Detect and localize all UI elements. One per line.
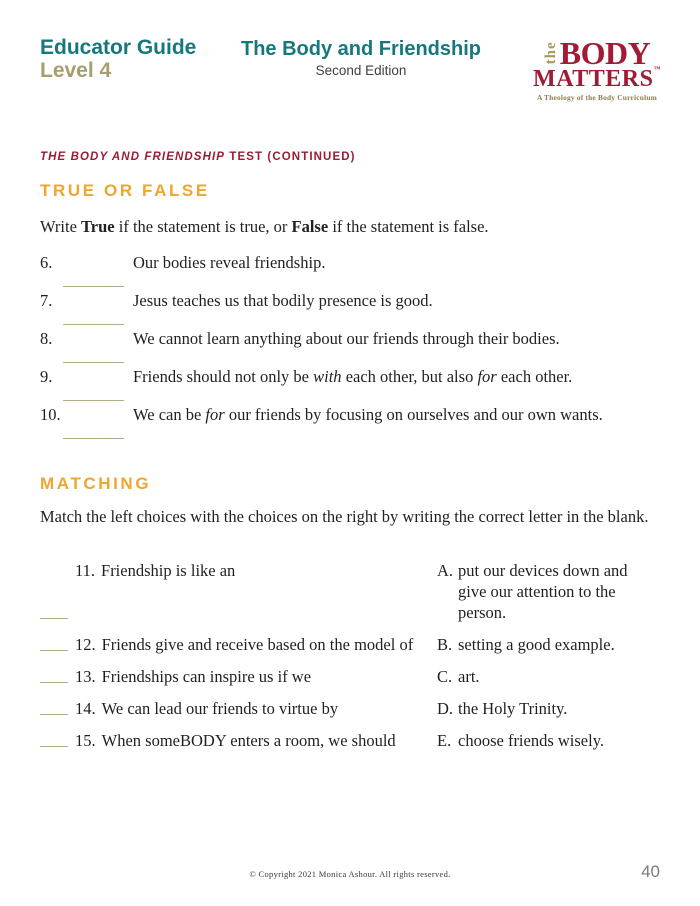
match-item-number: 11. [75, 561, 96, 580]
tf-item-text: Friends should not only be with each other, but also for each other. [133, 367, 573, 386]
choice-text: art. [458, 667, 480, 686]
tf-item-number: 9. [40, 367, 53, 386]
test-section-label-rest: TEST (CONTINUED) [225, 151, 356, 163]
answer-blank [63, 324, 124, 325]
choice-letter: E. [437, 731, 452, 750]
match-item-14 [40, 698, 437, 719]
choice-text: put our devices down and give our attention to the person. [458, 561, 628, 622]
choice-text: the Holy Trinity. [458, 699, 568, 718]
tf-item-7 [40, 291, 660, 329]
match-item-11 [40, 560, 437, 623]
true-false-list [40, 253, 660, 443]
trademark-symbol: ™ [653, 65, 661, 74]
answer-blank [40, 682, 68, 683]
body-matters-logo [522, 36, 672, 102]
match-item-text: Friendship is like an [101, 561, 236, 580]
tf-item-6 [40, 253, 660, 291]
answer-blank [40, 714, 68, 715]
choice-letter: B. [437, 635, 453, 654]
page-number: 40 [641, 862, 660, 881]
tf-item-number: 8. [40, 329, 53, 348]
tf-item-text: We cannot learn anything about our friends through their bodies. [133, 329, 560, 348]
choice-letter: C. [437, 667, 453, 686]
match-choice-c [437, 666, 660, 687]
logo-the-vertical-text: the [542, 41, 559, 65]
answer-blank [63, 362, 124, 363]
answer-blank [40, 618, 68, 619]
match-item-number: 15. [75, 731, 96, 750]
matching-instruction: Match the left choices with the choices on the right by writing the correct letter in the blank. [40, 507, 649, 526]
header-title-block [200, 36, 522, 78]
true-false-instruction: Write True if the statement is true, or False if the statement is false. [40, 217, 489, 236]
tf-item-number: 10. [40, 405, 61, 424]
tf-item-10 [40, 405, 660, 443]
matching-grid [40, 560, 660, 751]
tf-item-8 [40, 329, 660, 367]
match-item-text: Friendships can inspire us if we [101, 667, 312, 686]
choice-letter: D. [437, 699, 454, 718]
logo-matters-word: MATTERS [533, 66, 654, 93]
match-choice-b [437, 634, 660, 655]
match-item-text: Friends give and receive based on the model of [101, 635, 414, 654]
answer-blank [63, 400, 124, 401]
tf-item-text: Jesus teaches us that bodily presence is good. [133, 291, 433, 310]
edition-label: Educator Guide [40, 36, 197, 59]
answer-blank [40, 650, 68, 651]
choice-text: choose friends wisely. [458, 731, 605, 750]
choice-letter: A. [437, 561, 454, 580]
logo-body-text: BODY [559, 35, 651, 71]
match-item-15 [40, 730, 437, 751]
tf-item-number: 7. [40, 291, 53, 310]
tf-item-text: Our bodies reveal friendship. [133, 253, 326, 272]
logo-matters-text [522, 67, 672, 91]
tf-item-number: 6. [40, 253, 53, 272]
document-title: The Body and Friendship [240, 38, 481, 60]
match-item-text: When someBODY enters a room, we should [101, 731, 396, 750]
logo-tagline: A Theology of the Body Curriculum [537, 93, 657, 103]
match-item-number: 13. [75, 667, 96, 686]
choice-text: setting a good example. [458, 635, 615, 654]
matching-heading: MATCHING [40, 474, 152, 493]
document-subtitle: Second Edition [315, 63, 407, 78]
true-false-heading: TRUE OR FALSE [40, 181, 210, 200]
copyright-notice: © Copyright 2021 Monica Ashour. All rights reserved. [249, 869, 451, 879]
match-item-12 [40, 634, 437, 655]
tf-item-9 [40, 367, 660, 405]
match-item-13 [40, 666, 437, 687]
header-left-block [40, 36, 200, 83]
page-header [40, 36, 672, 102]
match-item-number: 12. [75, 635, 96, 654]
match-item-number: 14. [75, 699, 96, 718]
answer-blank [63, 438, 124, 439]
test-section-label [40, 151, 356, 163]
test-section-label-italic: THE BODY AND FRIENDSHIP [40, 151, 226, 163]
match-choice-e [437, 730, 660, 751]
answer-blank [63, 286, 124, 287]
tf-item-text: We can be for our friends by focusing on ourselves and our own wants. [133, 405, 603, 424]
match-item-text: We can lead our friends to virtue by [101, 699, 339, 718]
match-choice-d [437, 698, 660, 719]
level-label: Level 4 [40, 59, 112, 83]
match-choice-a [437, 560, 660, 623]
answer-blank [40, 746, 68, 747]
